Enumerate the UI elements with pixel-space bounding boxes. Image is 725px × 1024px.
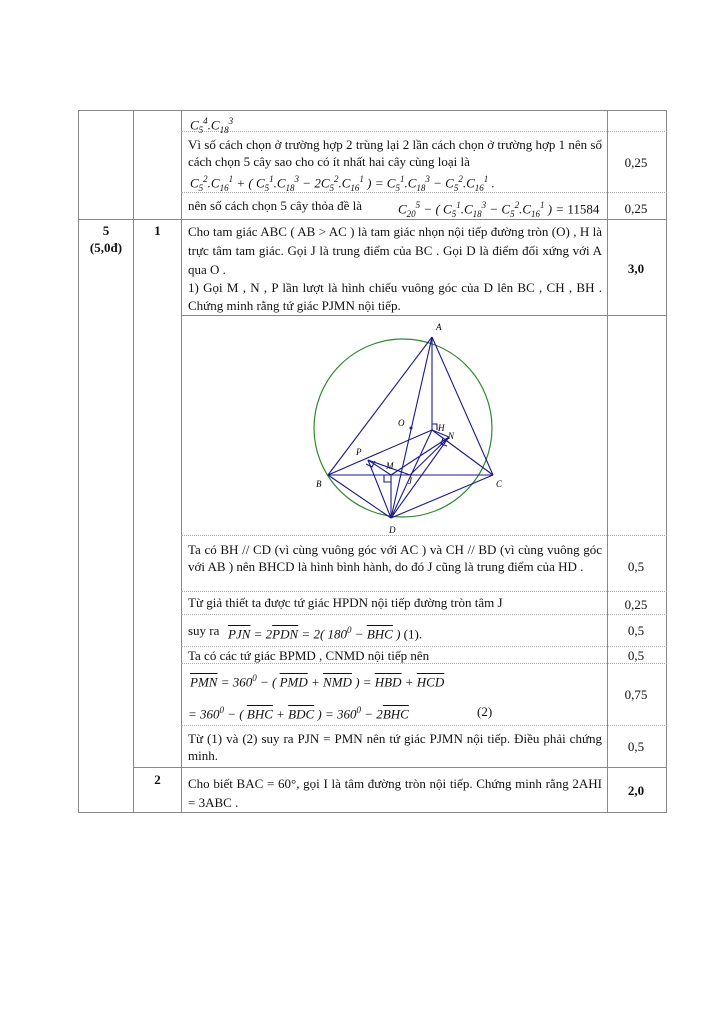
row1-text: Vì số cách chọn ở trường hợp 2 trùng lại 2 lần cách chọn ở trường hợp 1 nên số cách chọn 5 cây sao cho có ít nhất hai cây cùng loại là (188, 137, 602, 169)
table-border-top (78, 110, 667, 111)
solution-step-3-text: suy ra (188, 623, 220, 638)
row-sep (133, 767, 667, 768)
label-N: N (448, 431, 455, 441)
problem-statement: Cho tam giác ABC ( AB > AC ) là tam giác nhọn nội tiếp đường tròn (O) , H là trực tâm tam giác. Gọi J là trung điểm của BC . Gọi D là điểm đối xứng với A qua O . (188, 224, 602, 277)
row-sep (181, 535, 667, 536)
label-B: B (316, 479, 322, 489)
solution-step-2: Từ giả thiết ta được tứ giác HPDN nội tiếp đường tròn tâm J (188, 595, 503, 610)
row1-score: 0,25 (624, 155, 648, 170)
question-points: (5,0đ) (89, 240, 123, 255)
step3-score: 0,5 (627, 623, 645, 638)
segment-MN (391, 437, 449, 475)
row-sep (181, 131, 667, 132)
geometry-figure (300, 320, 530, 535)
label-M: M (386, 461, 394, 471)
table-col-line-1 (78, 110, 79, 813)
solution-step-3-formula: $\overline{PJN} = 2\overline{PDN} = 2$( $180^0 - \overline{BHC}$ ) (1). (228, 625, 423, 642)
solution-step-5-line2: = $360^0$ − ( $\overline{BHC} + \overline{BDC}$ ) = $360^0 - 2\overline{BHC}$ (188, 705, 409, 722)
row-sep (181, 315, 667, 316)
equation-tag-2: (2) (477, 704, 493, 719)
solution-step-5-line1: $\overline{PMN} = 360^0$ − ( $\overline{PMD} + \overline{NMD}$ ) = $\overline{HBD} + \overline{HCD}$ (190, 673, 445, 690)
row1-formula: $C_5^2.C_{16}^1$ + ( $C_5^1.C_{18}^3 - 2C_5^2.C_{16}^1$ ) = $C_5^1.C_{18}^3 - C_5^2.C_{16}^1$ . (190, 174, 495, 193)
problem-question-1: 1) Gọi M , N , P lần lượt là hình chiếu vuông góc của D lên BC , CH , BH . Chứng minh rằng tứ giác PJMN nội tiếp. (188, 280, 602, 313)
table-col-line-5 (666, 110, 667, 813)
circumcircle-O (314, 339, 492, 517)
step4-score: 0,5 (627, 648, 645, 663)
table-col-line-2 (133, 110, 134, 813)
row2-text: nên số cách chọn 5 cây thỏa đề là (188, 198, 362, 213)
step5-score: 0,75 (624, 687, 648, 702)
part2-score: 2,0 (627, 783, 645, 798)
segment-CH (432, 430, 493, 475)
part-number-2: 2 (154, 772, 161, 787)
combination-expression: $C_5^4.C_{18}^3$ (190, 116, 234, 135)
label-P: P (356, 447, 362, 457)
label-D: D (389, 525, 396, 535)
right-angle-H (432, 424, 437, 430)
solution-step-1: Ta có BH // CD (vì cùng vuông góc với AC ) và CH // BD (vì cùng vuông góc với AB ) nên BHCD là hình bình hành, do đó J cũng là trung điểm của HD . (188, 542, 602, 574)
row-sep (181, 591, 667, 592)
solution-conclusion: Từ (1) và (2) suy ra PJN = PMN nên tứ giác PJMN nội tiếp. Điều phải chứng minh. (188, 731, 602, 763)
row2-formula: $C_{20}^5$ − ( $C_5^1.C_{18}^3 - C_5^2.C_{16}^1$ ) = 11584 (398, 200, 600, 219)
segment-AC (432, 337, 493, 475)
part-number-1: 1 (154, 223, 161, 238)
segment-BD (328, 475, 391, 518)
row-sep (181, 725, 667, 726)
conclusion-score: 0,5 (627, 739, 645, 754)
row-sep (181, 614, 667, 615)
table-border-bottom (78, 812, 667, 813)
label-H: H (438, 423, 445, 433)
segment-NJ (410, 437, 449, 475)
label-O: O (398, 418, 405, 428)
table-col-line-3 (181, 110, 182, 813)
step2-score: 0,25 (624, 597, 648, 612)
point-O (410, 427, 413, 430)
right-angle-M (384, 475, 391, 482)
solution-step-4: Ta có các tứ giác BPMD , CNMD nội tiếp nên (188, 648, 430, 663)
row2-score: 0,25 (624, 201, 648, 216)
problem-question-2: Cho biết BAC = 60°, gọi I là tâm đường tròn nội tiếp. Chứng minh rằng 2AHI = 3ABC . (188, 776, 602, 810)
step1-score: 0,5 (627, 559, 645, 574)
label-A: A (436, 322, 442, 332)
part1-score: 3,0 (627, 261, 645, 276)
label-J: J (408, 476, 412, 486)
question-number: 5 (102, 223, 110, 238)
label-C: C (496, 479, 503, 489)
